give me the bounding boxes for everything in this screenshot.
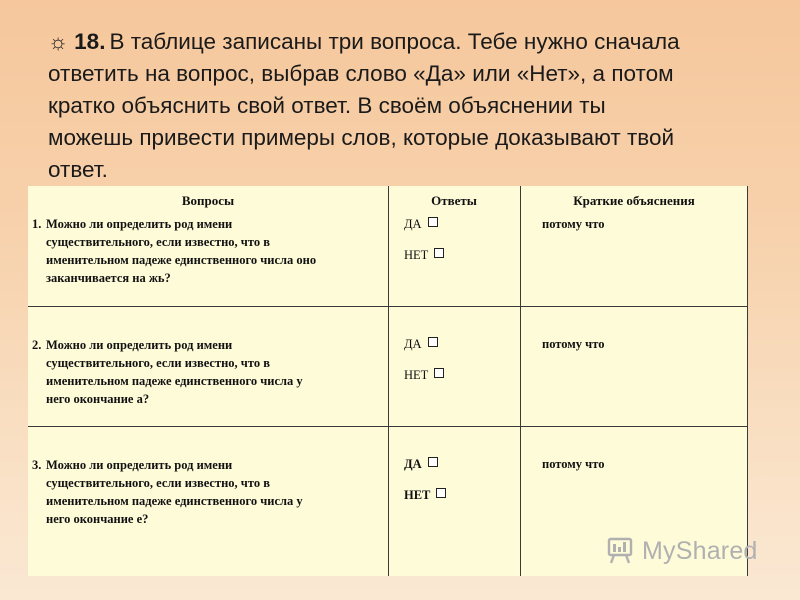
question-1 xyxy=(32,215,388,287)
checkbox[interactable] xyxy=(428,457,438,467)
sun-icon: ☼ xyxy=(48,29,69,54)
answer-no-1[interactable] xyxy=(404,248,444,263)
question-number: 2. xyxy=(32,338,42,352)
row-divider-1 xyxy=(28,306,748,307)
answer-yes-label: ДА xyxy=(404,337,422,351)
question-text-line: существительного, если известно, что в xyxy=(46,476,270,490)
column-divider-3 xyxy=(747,186,748,576)
column-divider-2 xyxy=(520,186,521,576)
watermark-text: MyShared xyxy=(642,536,758,565)
column-divider-1 xyxy=(388,186,389,576)
question-text-line: Можно ли определить род имени xyxy=(46,338,233,352)
question-text-line: заканчивается на жь? xyxy=(46,271,171,285)
checkbox[interactable] xyxy=(434,248,444,258)
question-number: 1. xyxy=(32,217,42,231)
question-3 xyxy=(32,456,388,528)
question-text-line: существительного, если известно, что в xyxy=(46,235,270,249)
question-number: 3. xyxy=(32,458,42,472)
answer-yes-1[interactable] xyxy=(404,217,438,232)
task-number: 18. xyxy=(74,29,106,54)
heading-line-5: ответ. xyxy=(48,157,108,182)
checkbox[interactable] xyxy=(436,488,446,498)
answer-yes-label: ДА xyxy=(404,217,422,231)
heading-line-2: ответить на вопрос, выбрав слово «Да» или «Нет», а потом xyxy=(48,61,674,86)
answer-yes-2[interactable] xyxy=(404,337,438,352)
question-text-line: Можно ли определить род имени xyxy=(46,217,233,231)
question-text-line: именительном падеже единственного числа у xyxy=(46,374,303,388)
task-heading xyxy=(48,26,768,186)
question-text-line: именительном падеже единственного числа у xyxy=(46,494,303,508)
question-text-line: существительного, если известно, что в xyxy=(46,356,270,370)
question-text-line: него окончание е? xyxy=(46,512,149,526)
explanation-1: потому что xyxy=(542,217,605,231)
answer-no-3[interactable] xyxy=(404,488,446,503)
answer-no-label: НЕТ xyxy=(404,368,429,382)
question-text-line: Можно ли определить род имени xyxy=(46,458,233,472)
watermark-logo-icon xyxy=(606,536,636,566)
question-2 xyxy=(32,336,388,408)
answer-no-label: НЕТ xyxy=(404,248,429,262)
header-explanations: Краткие объяснения xyxy=(573,193,695,208)
answer-no-2[interactable] xyxy=(404,368,444,383)
explanation-2: потому что xyxy=(542,337,605,351)
watermark xyxy=(606,536,758,566)
heading-line-4: можешь привести примеры слов, которые доказывают твой xyxy=(48,125,675,150)
header-answers: Ответы xyxy=(431,193,477,208)
checkbox[interactable] xyxy=(428,337,438,347)
explanation-3: потому что xyxy=(542,457,605,471)
header-questions: Вопросы xyxy=(181,193,235,208)
question-text-line: именительном падеже единственного числа оно xyxy=(46,253,317,267)
heading-line-3: кратко объяснить свой ответ. В своём объяснении ты xyxy=(48,93,606,118)
answer-yes-3[interactable] xyxy=(404,457,438,472)
heading-line-1: В таблице записаны три вопроса. Тебе нужно сначала xyxy=(109,29,680,54)
checkbox[interactable] xyxy=(428,217,438,227)
answer-yes-label: ДА xyxy=(404,457,422,471)
row-divider-2 xyxy=(28,426,748,427)
checkbox[interactable] xyxy=(434,368,444,378)
questions-table xyxy=(28,186,748,576)
question-text-line: него окончание а? xyxy=(46,392,150,406)
answer-no-label: НЕТ xyxy=(404,488,431,502)
